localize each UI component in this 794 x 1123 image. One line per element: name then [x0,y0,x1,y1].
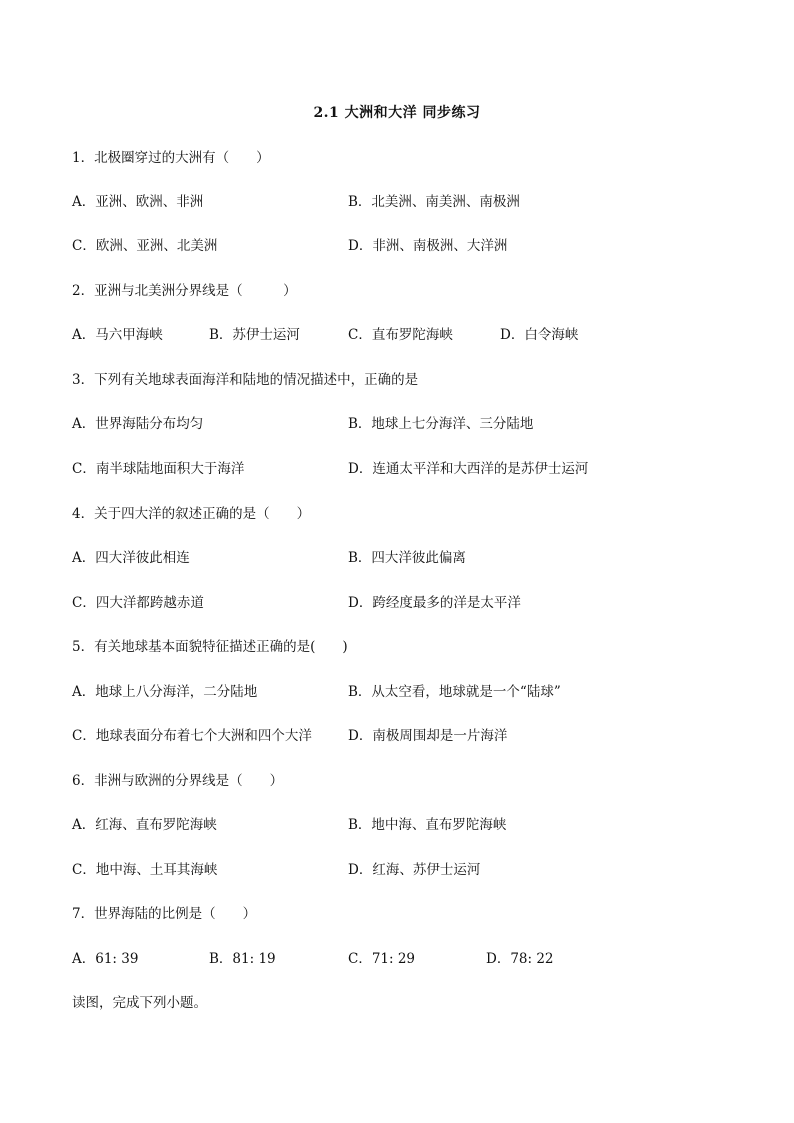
question-1-option-d: D．非洲、南极洲、大洋洲 [348,238,508,254]
question-2-option-a: A．马六甲海峡 [72,327,163,343]
question-7-option-a: A．61: 39 [72,951,139,967]
question-7-option-c: C．71: 29 [348,951,416,967]
question-4-option-d: D．跨经度最多的洋是太平洋 [348,595,521,611]
question-2-option-d: D．白令海峡 [500,327,579,343]
question-6-option-d: D．红海、苏伊士运河 [348,862,481,878]
question-1-options-row-1 [72,192,722,212]
question-7-options-row [72,949,722,969]
instruction-text: 读图，完成下列小题。 [72,995,207,1011]
question-6-option-c: C．地中海、土耳其海峡 [72,862,218,878]
question-4-options-row-2 [72,593,722,613]
question-2-stem: 2．亚洲与北美洲分界线是（ ） [72,283,297,299]
question-2-option-b: B．苏伊士运河 [209,327,300,343]
question-6-option-b: B．地中海、直布罗陀海峡 [348,817,507,833]
question-5-options-row-2 [72,726,722,746]
question-2-option-c: C．直布罗陀海峡 [348,327,453,343]
question-5-option-b: B．从太空看，地球就是一个“陆球” [348,684,561,700]
question-4-option-b: B．四大洋彼此偏离 [348,550,466,566]
question-3-option-c: C．南半球陆地面积大于海洋 [72,461,245,477]
question-5-option-c: C．地球表面分布着七个大洲和四个大洋 [72,728,312,744]
question-3-stem: 3．下列有关地球表面海洋和陆地的情况描述中，正确的是 [72,372,419,388]
question-1-stem: 1．北极圈穿过的大洲有（ ） [72,150,270,166]
question-1-option-b: B．北美洲、南美洲、南极洲 [348,194,520,210]
page-title: 2.1 大洲和大洋 同步练习 [313,105,481,121]
question-5-options-row-1 [72,682,722,702]
question-4-option-c: C．四大洋都跨越赤道 [72,595,204,611]
question-5-option-a: A．地球上八分海洋，二分陆地 [72,684,258,700]
question-4-option-a: A．四大洋彼此相连 [72,550,190,566]
question-4-stem: 4．关于四大洋的叙述正确的是（ ） [72,506,311,522]
question-7-stem: 7．世界海陆的比例是（ ） [72,906,257,922]
question-3-option-a: A．世界海陆分布均匀 [72,416,204,432]
question-1-option-a: A．亚洲、欧洲、非洲 [72,194,204,210]
question-5-stem: 5．有关地球基本面貌特征描述正确的是( ) [72,639,348,655]
question-6-stem: 6．非洲与欧洲的分界线是（ ） [72,773,284,789]
question-5-option-d: D．南极周围却是一片海洋 [348,728,508,744]
question-6-options-row-2 [72,860,722,880]
question-6-option-a: A．红海、直布罗陀海峡 [72,817,217,833]
question-3-option-b: B．地球上七分海洋、三分陆地 [348,416,534,432]
question-4-options-row-1 [72,548,722,568]
question-7-option-d: D．78: 22 [486,951,554,967]
question-1-options-row-2 [72,236,722,256]
question-2-options-row [72,325,722,345]
question-3-option-d: D．连通太平洋和大西洋的是苏伊士运河 [348,461,589,477]
question-7-option-b: B．81: 19 [209,951,276,967]
question-1-option-c: C．欧洲、亚洲、北美洲 [72,238,218,254]
question-3-options-row-1 [72,414,722,434]
question-3-options-row-2 [72,459,722,479]
question-6-options-row-1 [72,815,722,835]
